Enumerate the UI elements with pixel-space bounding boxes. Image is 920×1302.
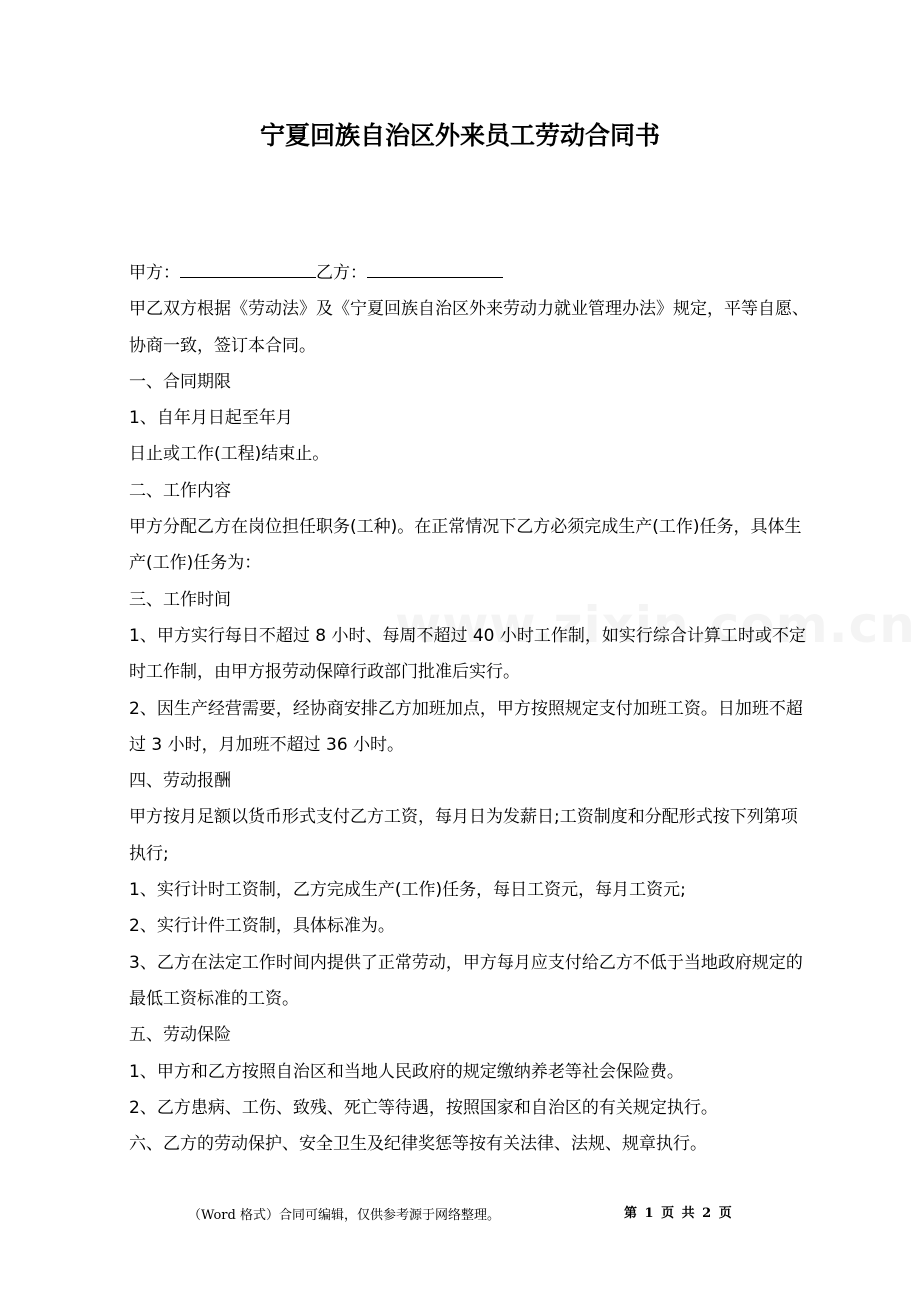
paragraph: 甲乙双方根据《劳动法》及《宁夏回族自治区外来劳动力就业管理办法》规定，平等自愿、协商一致，签订本合同。 [129, 299, 809, 356]
paragraph: 1、甲方实行每日不超过 8 小时、每周不超过 40 小时工作制，如实行综合计算工时或不定时工作制，由甲方报劳动保障行政部门批准后实行。 [129, 625, 806, 683]
party-a-blank [180, 263, 316, 278]
party-b-label: 乙方： [316, 263, 367, 283]
paragraph: 甲方分配乙方在岗位担任职务(工种)。在正常情况下乙方必须完成生产(工作)任务，具体生产(工作)任务为： [129, 517, 802, 574]
paragraph: 2、实行计件工资制，具体标准为。 [129, 916, 395, 937]
parties-line [112, 255, 812, 291]
paragraph: 1、自年月日起至年月 [129, 408, 293, 429]
document-title: 宁夏回族自治区外来员工劳动合同书 [259, 121, 660, 150]
paragraph: 日止或工作(工程)结束止。 [129, 444, 330, 465]
section-heading: 三、工作时间 [129, 589, 231, 610]
footer-page-info: 第 1 页 共 2 页 [624, 1206, 732, 1221]
section-heading: 一、合同期限 [129, 371, 231, 392]
paragraph: 1、实行计时工资制，乙方完成生产(工作)任务，每日工资元，每月工资元; [129, 880, 686, 901]
paragraph: 2、乙方患病、工伤、致残、死亡等待遇，按照国家和自治区的有关规定执行。 [129, 1097, 718, 1118]
paragraph: 甲方按月足额以货币形式支付乙方工资，每月日为发薪日;工资制度和分配形式按下列第项执行; [129, 807, 798, 864]
paragraph: 1、甲方和乙方按照自治区和当地人民政府的规定缴纳养老等社会保险费。 [129, 1061, 684, 1082]
document-body [112, 255, 812, 1162]
section-heading: 二、工作内容 [129, 480, 231, 501]
section-heading: 六、乙方的劳动保护、安全卫生及纪律奖惩等按有关法律、法规、规章执行。 [129, 1134, 707, 1155]
party-a-label: 甲方： [129, 263, 180, 283]
section-heading: 四、劳动报酬 [129, 771, 231, 792]
paragraph: 3、乙方在法定工作时间内提供了正常劳动，甲方每月应支付给乙方不低于当地政府规定的最低工资标准的工资。 [129, 952, 803, 1009]
paragraph: 2、因生产经营需要，经协商安排乙方加班加点，甲方按照规定支付加班工资。日加班不超过 3 小时，月加班不超过 36 小时。 [129, 698, 803, 755]
footer-note: （Word 格式）合同可编辑，仅供参考源于网络整理。 [188, 1208, 500, 1223]
section-heading: 五、劳动保险 [129, 1025, 231, 1046]
party-b-blank [367, 263, 503, 278]
